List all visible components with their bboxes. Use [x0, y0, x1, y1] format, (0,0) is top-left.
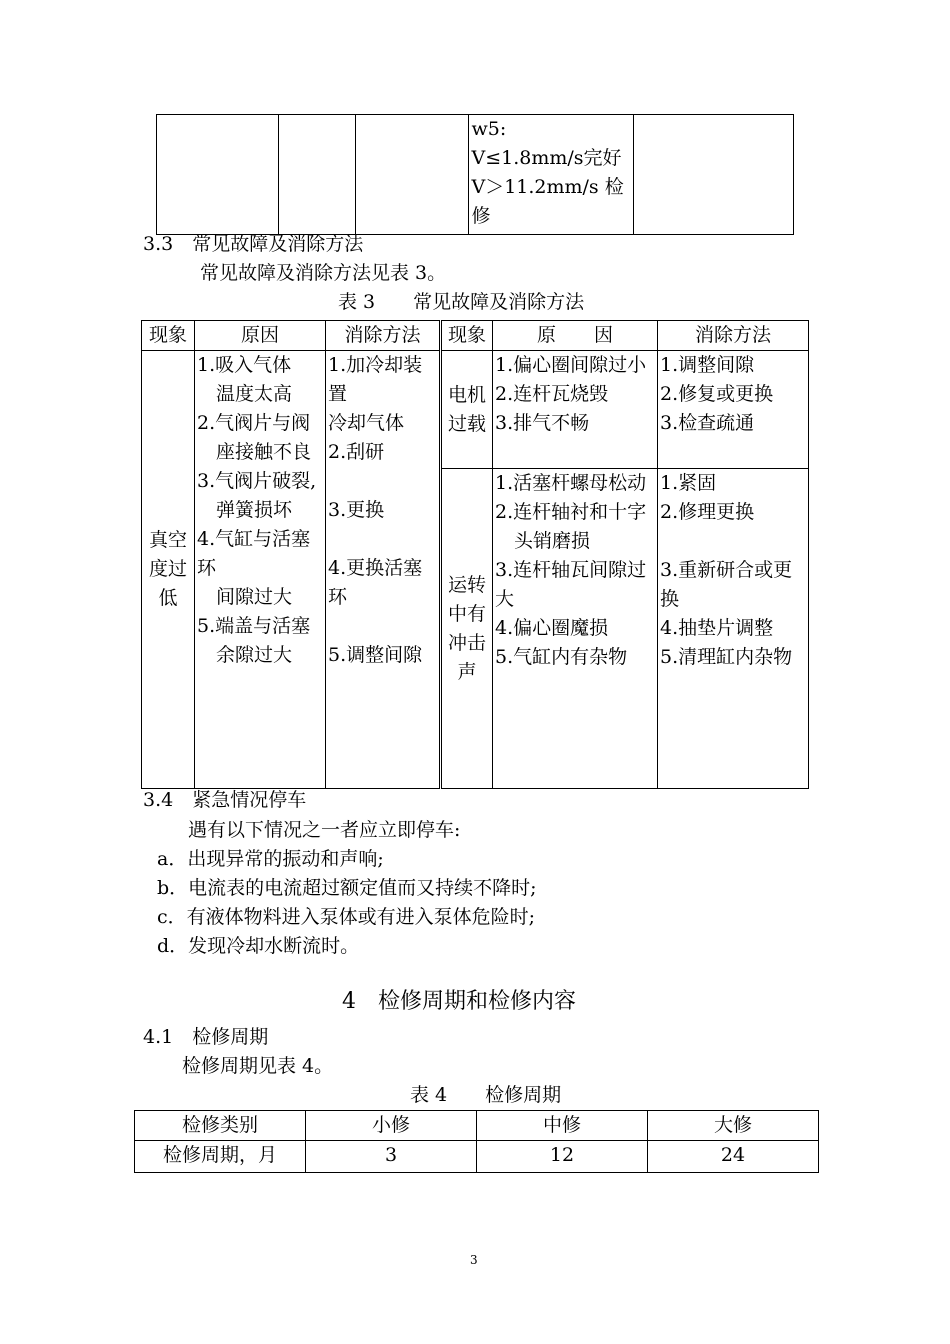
header-method-1: 消除方法	[326, 321, 441, 351]
top-continuation-table	[156, 114, 794, 235]
g3-phenomenon: 运转 中有 冲击 声	[441, 469, 493, 789]
t4-header-major: 大修	[648, 1111, 819, 1141]
top-table-cell-2	[279, 115, 356, 235]
header-method-2: 消除方法	[658, 321, 809, 351]
t4-minor-value: 3	[306, 1141, 477, 1173]
emergency-item-b: b．电流表的电流超过额定值而又持续不降时;	[157, 877, 537, 899]
g3-methods: 1.紧固 2.修理更换 3.重新研合或更换 4.抽垫片调整 5.清理缸内杂物	[658, 469, 809, 789]
g1-causes: 1.吸入气体 温度太高 2.气阀片与阀 座接触不良 3.气阀片破裂, 弹簧损坏 4.气缸与活塞环 间隙过大 5.端盖与活塞 余隙过大	[195, 351, 326, 789]
page-number: 3	[470, 1253, 478, 1267]
t4-header-medium: 中修	[477, 1111, 648, 1141]
t4-row-label: 检修周期，月	[135, 1141, 306, 1173]
emergency-item-c: c．有液体物料进入泵体或有进入泵体危险时;	[157, 906, 536, 928]
t4-header-minor: 小修	[306, 1111, 477, 1141]
emergency-item-d: d．发现冷却水断流时。	[157, 935, 360, 957]
emergency-item-a: a．出现异常的振动和声响;	[157, 848, 384, 870]
table4-caption: 表 4 检修周期	[410, 1084, 562, 1106]
section-3-3-heading: 3.3 常见故障及消除方法	[143, 233, 364, 255]
header-phenomenon-2: 现象	[441, 321, 493, 351]
g2-methods: 1.调整间隙 2.修复或更换 3.检查疏通	[658, 351, 809, 469]
table3-caption: 表 3 常见故障及消除方法	[338, 291, 585, 313]
section-4-1-intro: 检修周期见表 4。	[182, 1055, 334, 1077]
g3-causes: 1.活塞杆螺母松动 2.连杆轴衬和十字 头销磨损 3.连杆轴瓦间隙过大 4.偏心圈魔损 5.气缸内有杂物	[493, 469, 658, 789]
header-cause-2: 原 因	[493, 321, 658, 351]
section-3-3-intro: 常见故障及消除方法见表 3。	[200, 262, 447, 284]
top-table-cell-3	[356, 115, 469, 235]
top-table-cell-1	[157, 115, 279, 235]
section-3-4-heading: 3.4 紧急情况停车	[143, 789, 307, 811]
maintenance-cycle-table	[134, 1110, 819, 1173]
header-cause-1: 原因	[195, 321, 326, 351]
section-4-1-heading: 4.1 检修周期	[143, 1026, 269, 1048]
section-3-4-intro: 遇有以下情况之一者应立即停车:	[188, 819, 461, 841]
g2-phenomenon: 电机 过载	[441, 351, 493, 469]
top-table-cell-4: w5: V≤1.8mm/s完好 V＞11.2mm/s 检修	[469, 115, 633, 235]
t4-major-value: 24	[648, 1141, 819, 1173]
header-phenomenon-1: 现象	[142, 321, 195, 351]
g1-methods: 1.加冷却装置 冷却气体 2.刮研 3.更换 4.更换活塞环 5.调整间隙	[326, 351, 441, 789]
g1-phenomenon: 真空 度过 低	[142, 351, 195, 789]
t4-medium-value: 12	[477, 1141, 648, 1173]
top-table-cell-5	[633, 115, 793, 235]
fault-table	[141, 320, 809, 789]
t4-header-category: 检修类别	[135, 1111, 306, 1141]
section-4-title: 4 检修周期和检修内容	[342, 989, 576, 1014]
g2-causes: 1.偏心圈间隙过小 2.连杆瓦烧毁 3.排气不畅	[493, 351, 658, 469]
